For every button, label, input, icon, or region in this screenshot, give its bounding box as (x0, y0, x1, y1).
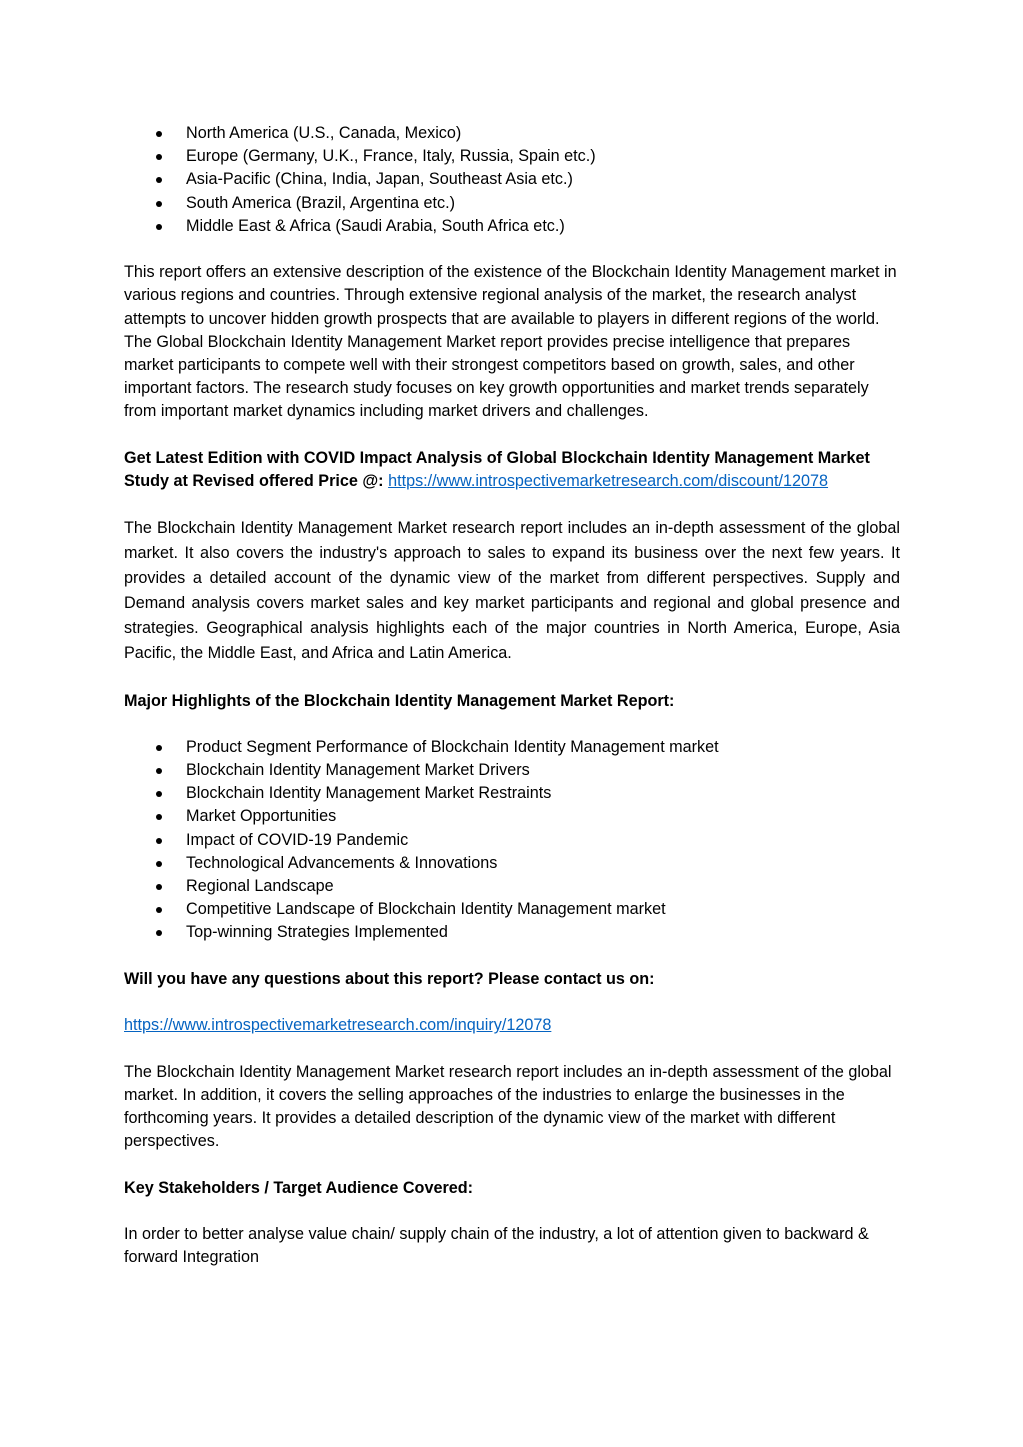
list-item (124, 852, 900, 875)
assessment-paragraph: The Blockchain Identity Management Market research report includes an in-depth assessment of the global market. It also covers the industry's approach to sales to expand its business over the next few years. It provides a detailed account of the dynamic view of the market from different perspectives. Supply and Demand analysis covers market sales and key market participants and regional and global presence and strategies. Geographical analysis highlights each of the major countries in North America, Europe, Asia Pacific, the Middle East, and Africa and Latin America. (124, 519, 900, 663)
list-item-text: Technological Advancements & Innovations (186, 853, 498, 872)
list-item (124, 829, 900, 852)
list-item (124, 736, 900, 759)
inquiry-link[interactable]: https://www.introspectivemarketresearch.com/inquiry/12078 (124, 1016, 552, 1035)
list-item-text: Europe (Germany, U.K., France, Italy, Russia, Spain etc.) (186, 147, 596, 166)
regions-paragraph: This report offers an extensive description of the existence of the Blockchain Identity Management market in various regions and countries. Through extensive regional analysis of the market, the research analyst attempts to uncover hidden growth prospects that are available to players in different regions of the world. The Global Blockchain Identity Management Market report provides precise intelligence that prepares market participants to compete well with their strongest competitors based on growth, sales, and other important factors. The research study focuses on key growth opportunities and market trends separately from important market dynamics including market drivers and challenges. (124, 263, 897, 421)
bullet-icon (156, 907, 162, 913)
discount-link[interactable]: https://www.introspectivemarketresearch.com/discount/12078 (388, 471, 829, 490)
highlights-heading: Major Highlights of the Blockchain Identity Management Market Report: (124, 691, 675, 710)
list-item-text: Middle East & Africa (Saudi Arabia, South Africa etc.) (186, 216, 565, 235)
list-item-text: Product Segment Performance of Blockchain Identity Management market (186, 737, 719, 756)
covid-offer-paragraph (124, 447, 900, 493)
list-item (124, 215, 900, 238)
list-item (124, 898, 900, 921)
list-item-text: Top-winning Strategies Implemented (186, 923, 448, 942)
bullet-icon (156, 814, 162, 820)
bullet-icon (156, 224, 162, 230)
list-item-text: North America (U.S., Canada, Mexico) (186, 124, 462, 142)
highlights-list (124, 736, 900, 945)
list-item-text: Market Opportunities (186, 807, 337, 826)
regions-list (124, 122, 900, 238)
list-item-text: Blockchain Identity Management Market Drivers (186, 761, 530, 780)
list-item (124, 805, 900, 828)
bullet-icon (156, 861, 162, 867)
bullet-icon (156, 884, 162, 890)
document-page (124, 122, 900, 1269)
list-item (124, 921, 900, 944)
list-item (124, 168, 900, 191)
list-item (124, 145, 900, 168)
list-item-text: Impact of COVID-19 Pandemic (186, 830, 409, 849)
list-item-text: Competitive Landscape of Blockchain Identity Management market (186, 900, 666, 919)
bullet-icon (156, 177, 162, 183)
bullet-icon (156, 201, 162, 207)
bullet-icon (156, 930, 162, 936)
value-chain-paragraph: In order to better analyse value chain/ supply chain of the industry, a lot of attention given to backward & forward Integration (124, 1224, 869, 1267)
bullet-icon (156, 838, 162, 844)
list-item (124, 192, 900, 215)
covid-offer-text: Get Latest Edition with COVID Impact Analysis of Global Blockchain Identity Management Market Study at Revised offered Price @: (124, 448, 870, 490)
stakeholders-heading: Key Stakeholders / Target Audience Covered: (124, 1178, 474, 1197)
selling-paragraph: The Blockchain Identity Management Market research report includes an in-depth assessment of the global market. In addition, it covers the selling approaches of the industries to enlarge the businesses in the forthcoming years. It provides a detailed description of the dynamic view of the market with different perspectives. (124, 1062, 892, 1151)
bullet-icon (156, 791, 162, 797)
list-item (124, 122, 900, 145)
bullet-icon (156, 745, 162, 751)
bullet-icon (156, 154, 162, 160)
inquiry-paragraph (124, 1014, 900, 1037)
list-item-text: Regional Landscape (186, 877, 334, 896)
list-item (124, 875, 900, 898)
bullet-icon (156, 131, 162, 137)
questions-heading: Will you have any questions about this report? Please contact us on: (124, 969, 655, 988)
list-item-text: South America (Brazil, Argentina etc.) (186, 193, 456, 212)
list-item (124, 782, 900, 805)
list-item-text: Asia-Pacific (China, India, Japan, Southeast Asia etc.) (186, 170, 573, 189)
list-item (124, 759, 900, 782)
bullet-icon (156, 768, 162, 774)
list-item-text: Blockchain Identity Management Market Restraints (186, 784, 552, 803)
